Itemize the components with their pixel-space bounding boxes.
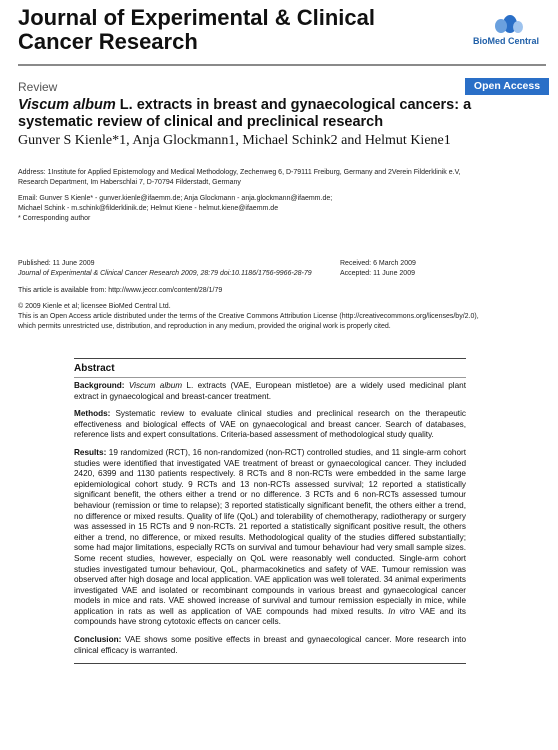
abstract-conclusion: [74, 635, 466, 656]
methods-text: Systematic review to evaluate clinical studies and preclinical research on the therapeutic effectiveness and biological effects of VAE on gynaecological and breast cancer. Search of databases, reference lists and expert consultations. Criteria-based assessment of methodological study quality.: [74, 409, 466, 440]
journal-title-line1: Journal of Experimental & Clinical: [18, 5, 375, 30]
journal-title: [18, 6, 448, 54]
article-title: [18, 97, 538, 131]
published-date: Published: 11 June 2009: [18, 260, 95, 267]
journal-title-line2: Cancer Research: [18, 29, 198, 54]
author-list: Gunver S Kienle*1, Anja Glockmann1, Michael Schink2 and Helmut Kiene1: [18, 133, 451, 148]
citation-line: Journal of Experimental & Clinical Cancer Research 2009, 28:79 doi:10.1186/1756-9966-28-79: [18, 270, 312, 277]
abstract-heading: Abstract: [74, 363, 115, 374]
abstract-box: [74, 358, 466, 664]
methods-label: Methods:: [74, 409, 111, 419]
header-divider: [18, 64, 546, 66]
article-section-label: Review: [18, 80, 58, 94]
abstract-bottom-rule: [74, 663, 466, 664]
license-line-1[interactable]: This is an Open Access article distributed under the terms of the Creative Commons Attribution License (http://creativecommons.org/licenses/by/2.0),: [18, 313, 479, 320]
abstract-top-rule: [74, 358, 466, 359]
publisher-logo-text: BioMed Central: [472, 36, 539, 46]
corresponding-author-note: * Corresponding author: [18, 215, 91, 222]
address-line-2: Research Department, Im Haberschlai 7, D-70794 Filderstadt, Germany: [18, 179, 241, 186]
received-date: Received: 6 March 2009: [340, 260, 416, 267]
results-label: Results:: [74, 447, 107, 457]
email-line-1[interactable]: Email: Gunver S Kienle* - gunver.kienle@ifaemm.de; Anja Glockmann - anja.glockmann@ifaemm.de;: [18, 195, 333, 202]
license-line-2: which permits unrestricted use, distribution, and reproduction in any medium, provided the original work is properly cited.: [18, 323, 391, 330]
background-label: Background:: [74, 381, 125, 390]
article-url-line[interactable]: This article is available from: http://www.jeccr.com/content/28/1/79: [18, 287, 223, 294]
abstract-background: [74, 381, 466, 402]
biomed-central-logo-icon: [470, 12, 542, 54]
article-title-rest: L. extracts in breast and gynaecological cancers: a systematic review of clinical and preclinical research: [18, 97, 472, 130]
abstract-heading-rule: [74, 377, 466, 378]
conclusion-label: Conclusion:: [74, 635, 122, 645]
open-access-badge[interactable]: Open Access: [465, 78, 549, 95]
results-text-1: 19 randomized (RCT), 16 non-randomized (non-RCT) controlled studies, and 11 single-arm cohort studies were identified that investigated VAE treatment of breast or gynaecological cancer. They included 2420, 6399 and 1130 patients respectively. 8 RCTs and 8 non-RCTs were embedded in the same large epidemiological cohort study. 9 RCTs and 13 non-RCTs assessed survival; 12 reported a statistically significant benefit, the others either a trend or no difference. 3 RCTs and 6 non-RCTs assessed tumour behaviour (remission or time to relapse); 3 reported statistically significant benefit, the others either a trend, no difference or mixed results. Quality of life (QoL) and tolerability of chemotherapy, radiotherapy or surgery was assessed in 15 RCTs and 9 non-RCTs. 21 reported a statistically significant positive result, the others either a trend, no difference, or mixed results. Methodological quality of the studies differed substantially; some had major limitations, especially RCTs on survival and tumour behaviour had very small sample sizes. Some recent studies, however, especially on QoL were reasonably well conducted. Single-arm cohort studies investigated tumour behaviour, QoL, pharmacokinetics and safety of VAE. Tumour remission was observed after high dosage and local application. VAE application was well tolerated. 34 animal experiments investigated VAE and isolated or recombinant compounds in various breast and gynaecological cancer models in mice and rats. VAE showed increase of survival and tumour remission especially in mice, while application in rats as well as application of VAE compounds had mixed results.: [74, 447, 466, 616]
background-italic: Viscum album: [128, 381, 183, 390]
abstract-results: [74, 448, 466, 628]
email-line-2[interactable]: Michael Schink - m.schink@filderklinik.de; Helmut Kiene - helmut.kiene@ifaemm.de: [18, 205, 279, 212]
abstract-methods: [74, 409, 466, 441]
copyright-line: © 2009 Kienle et al; licensee BioMed Central Ltd.: [18, 303, 171, 310]
conclusion-text: VAE shows some positive effects in breast and gynaecological cancer. More research into clinical efficacy is warranted.: [74, 635, 466, 655]
article-title-italic: Viscum album: [18, 97, 116, 113]
accepted-date: Accepted: 11 June 2009: [340, 270, 415, 277]
address-line-1: Address: 1Institute for Applied Epistemology and Medical Methodology, Zechenweg 6, D-79111 Freiburg, Germany and 2Verein Filderklinik e.V,: [18, 169, 461, 176]
background-text: L. extracts (VAE, European mistletoe) are a widely used medicinal plant extract in gynaecological and breast-cancer treatment.: [74, 381, 466, 401]
results-italic: In vitro: [388, 606, 416, 616]
results-text-2: VAE and its compounds have strong cytotoxic effects on cancer cells.: [74, 606, 466, 627]
